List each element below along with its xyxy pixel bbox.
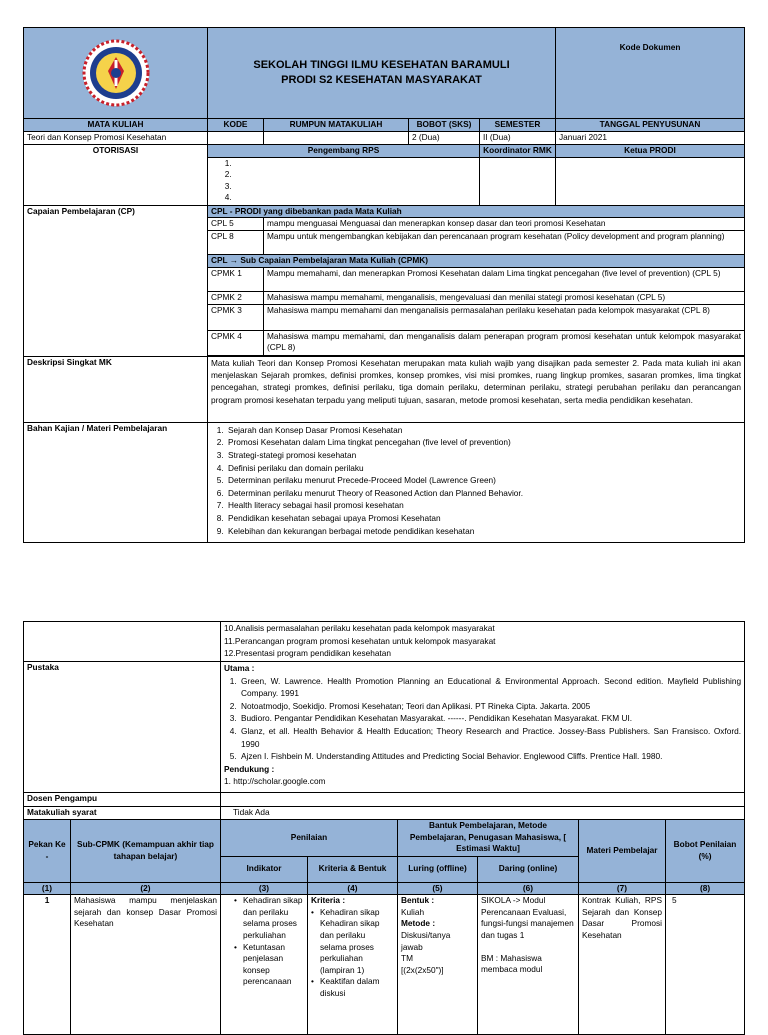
doc-code-cell	[556, 28, 745, 119]
offline-method: Diskusi/tanya jawab	[401, 929, 451, 952]
rps-table-page-2	[23, 621, 745, 1035]
cpl-header: CPL - PRODI yang dibebankan pada Mata Kuliah	[208, 205, 745, 218]
material-item: 2. Promosi Kesehatan dalam Lima tingkat pencegahan (five level of prevention)	[226, 436, 741, 449]
cpmk-code: CPMK 4	[208, 330, 264, 355]
material-item: 12.Presentasi program pendidikan kesehatan	[224, 648, 391, 659]
col-date: TANGGAL PENYUSUNAN	[556, 119, 745, 132]
col-number: (4)	[308, 882, 398, 895]
cpmk-code: CPMK 1	[208, 267, 264, 291]
description-text: Mata kuliah Teori dan Konsep Promosi Kesehatan merupakan mata kuliah wajib yang disajikan pada semester 2. Pada mata kuliah ini akan menjelaskan Sejarah promkes, definisi promkes, konsep promkes, visi misi promkes, ruang lingkup promkes, sasaran promkes, lima tingkat pencegahan, strategi promkes, definisi perilaku, tiga domain perilaku, determinan perilaku, strategi perubahan perilaku dan perancangan program promosi kesehatan terpadu yang meliputi tujuan, sasaran, metode promosi kesehatan, serta media pendidikan kesehatan.	[208, 356, 745, 422]
lecturer-value	[221, 793, 745, 807]
offline-time: [(2x(2x50")]	[401, 964, 444, 975]
cpmk-text: Mahasiswa mampu memahami, menganalisis, mengevaluasi dan menilai stategi promosi kesehatan (CPL 5)	[264, 291, 745, 304]
col-course: MATA KULIAH	[24, 119, 208, 132]
offline-form: Kuliah	[401, 906, 425, 917]
cpl-code: CPL 5	[208, 218, 264, 231]
materials-cont-label	[24, 622, 221, 662]
course-credits: 2 (Dua)	[409, 132, 480, 145]
reference-item: 4. Glanz, et all. Health Behavior & Health Education; Theory Research and Practice. Jossey-Bass Publishers. San Fransisco. Oxford. 1990	[239, 725, 741, 750]
reference-item: 5. Ajzen I. Fishbein M. Understanding Attitudes and Predicting Social Behavior. Englewood Cliffs. Prentice Hall. 1980.	[239, 750, 741, 763]
references-label: Pustaka	[24, 662, 221, 793]
developer-list	[228, 158, 476, 204]
indicator-cell	[221, 895, 308, 1035]
reference-item: 2. Notoatmodjo, Soekidjo. Promosi Kesehatan; Teori dan Aplikasi. PT Rineka Cipta. Jakarta. 2005	[239, 700, 741, 713]
developer-header: Pengembang RPS	[208, 144, 480, 157]
online-activity: SIKOLA -> Modul Perencanaan Evaluasi, fungsi-fungsi manajemen dan tugas 1	[481, 895, 574, 940]
indicator-item: • Ketuntasan penjelasan konsep perencanaan	[243, 942, 304, 988]
col-assessment: Penilaian	[221, 819, 398, 856]
col-number: (2)	[71, 882, 221, 895]
materials-label: Bahan Kajian / Materi Pembelajaran	[24, 422, 208, 542]
prerequisite-value: Tidak Ada	[221, 807, 745, 820]
materials-list	[211, 424, 741, 537]
head-signature	[556, 157, 745, 205]
offline-form-label: Bentuk :	[401, 895, 435, 906]
reference-item: 1. Green, W. Lawrence. Health Promotion Planning an Educational & Environmental Approach. Second edition. Mayfield Publishing Company. 1991	[239, 675, 741, 700]
doc-code-label: Kode Dokumen	[619, 42, 681, 52]
online-bm: BM : Mahasiswa membaca modul	[481, 952, 543, 975]
cp-label: Capaian Pembelajaran (CP)	[24, 205, 208, 356]
material-item: 6. Determinan perilaku menurut Theory of Reasoned Action dan Planned Behavior.	[226, 487, 741, 500]
material-text: Kontrak Kuliah, RPS Sejarah dan Konsep Dasar Promosi Kesehatan	[579, 895, 666, 1035]
col-semester: SEMESTER	[480, 119, 556, 132]
col-weight: Bobot Penilaian (%)	[666, 819, 745, 882]
col-week: Pekan Ke -	[24, 819, 71, 882]
col-cluster: RUMPUN MATAKULIAH	[264, 119, 409, 132]
criteria-list	[311, 907, 394, 1000]
developer-item	[234, 169, 476, 181]
head-header: Ketua PRODI	[556, 144, 745, 157]
criteria-cell	[308, 895, 398, 1035]
cpl-code: CPL 8	[208, 230, 264, 254]
indicator-item: • Kehadiran sikap dan perilaku selama proses perkuliahan	[243, 895, 304, 941]
col-number: (6)	[478, 882, 579, 895]
col-number: (5)	[398, 882, 478, 895]
developer-item	[234, 158, 476, 170]
criteria-label: Kriteria :	[311, 895, 346, 906]
references-support-label: Pendukung :	[224, 763, 275, 774]
offline-tm: TM	[401, 953, 413, 964]
references-list	[224, 675, 741, 763]
cpmk-code: CPMK 2	[208, 291, 264, 304]
rps-table-page-1	[23, 27, 745, 543]
material-item: 1. Sejarah dan Konsep Dasar Promosi Kesehatan	[226, 424, 741, 437]
material-item: 7. Health literacy sebagai hasil promosi kesehatan	[226, 499, 741, 512]
course-date: Januari 2021	[556, 132, 745, 145]
lecturer-label: Dosen Pengampu	[24, 793, 221, 807]
cpl-text: mampu menguasai Menguasai dan menerapkan konsep dasar dan teori promosi Kesehatan	[264, 218, 745, 231]
col-criteria: Kriteria & Bentuk	[308, 856, 398, 882]
col-code: KODE	[208, 119, 264, 132]
coordinator-header: Koordinator RMK	[480, 144, 556, 157]
col-credits: BOBOT (SKS)	[409, 119, 480, 132]
col-indicator: Indikator	[221, 856, 308, 882]
references-cell	[221, 662, 745, 793]
cpmk-text: Mahasiswa mampu memahami dan menganalisis permasalahan perilaku kesehatan pada kelompok masyarakat (CPL 8)	[264, 304, 745, 330]
col-number: (1)	[24, 882, 71, 895]
coordinator-signature	[480, 157, 556, 205]
material-item: 4. Definisi perilaku dan domain perilaku	[226, 462, 741, 475]
material-item: 5. Determinan perilaku menurut Precede-Proceed Model (Lawrence Green)	[226, 474, 741, 487]
criteria-item: • Keaktifan dalam diskusi	[320, 976, 394, 999]
col-form: Bantuk Pembelajaran, Metode Pembelajaran, Penugasan Mahasiswa, [ Estimasi Waktu]	[398, 819, 579, 856]
col-material: Materi Pembelajar	[579, 819, 666, 882]
online-cell	[478, 895, 579, 1035]
references-main-label: Utama :	[224, 663, 255, 673]
developer-list-cell	[208, 157, 480, 205]
developer-item	[234, 192, 476, 204]
logo-cell	[24, 28, 208, 119]
course-semester: II (Dua)	[480, 132, 556, 145]
cpmk-code: CPMK 3	[208, 304, 264, 330]
material-item: 8. Pendidikan kesehatan sebagai upaya Promosi Kesehatan	[226, 512, 741, 525]
material-item: 9. Kelebihan dan kekurangan berbagai metode pendidikan kesehatan	[226, 525, 741, 538]
offline-cell	[398, 895, 478, 1035]
materials-cont-cell	[221, 622, 745, 662]
developer-item	[234, 181, 476, 193]
cpmk-text: Mahasiswa mampu memahami, dan menganalisis dalam penerapan program promosi kesehatan untuk kelompok masyarakat (CPL 8)	[264, 330, 745, 355]
material-item: 3. Strategi-stategi promosi kesehatan	[226, 449, 741, 462]
material-item: 11.Perancangan program promosi kesehatan untuk kelompok masyarakat	[224, 635, 496, 646]
references-support: 1. http://scholar.google.com	[224, 776, 326, 787]
col-number: (8)	[666, 882, 745, 895]
institution-name: SEKOLAH TINGGI ILMU KESEHATAN BARAMULI	[253, 59, 510, 71]
week-number: 1	[24, 895, 71, 1035]
institution-header	[208, 28, 556, 119]
cpmk-header: CPL → Sub Capaian Pembelajaran Mata Kuliah (CPMK)	[208, 254, 745, 267]
indicator-list	[233, 895, 304, 988]
course-code	[208, 132, 264, 145]
description-label: Deskripsi Singkat MK	[24, 356, 208, 422]
cpl-text: Mampu untuk mengembangkan kebijakan dan perencanaan program kesehatan (Policy development and program planning)	[264, 230, 745, 254]
col-online: Daring (online)	[478, 856, 579, 882]
program-name: PRODI S2 KESEHATAN MASYARAKAT	[281, 74, 482, 86]
col-subcpmk: Sub-CPMK (Kemampuan akhir tiap tahapan belajar)	[71, 819, 221, 882]
col-number: (7)	[579, 882, 666, 895]
criteria-item: • Kehadiran sikap Kehadiran sikap dan perilaku selama proses perkuliahan (lampiran 1)	[320, 907, 394, 977]
subcpmk-text: Mahasiswa mampu menjelaskan sejarah dan konsep Dasar Promosi Kesehatan	[71, 895, 221, 1035]
reference-item: 3. Budioro. Pengantar Pendidikan Kesehatan Masyarakat. ------. Pendidikan Kesehatan Masyarakat. FKM UI.	[239, 712, 741, 725]
col-number: (3)	[221, 882, 308, 895]
weight-value: 5	[666, 895, 745, 1035]
materials-cell	[208, 422, 745, 542]
material-item: 10.Analisis permasalahan perilaku kesehatan pada kelompok masyarakat	[224, 623, 495, 633]
offline-method-label: Metode :	[401, 918, 436, 929]
institution-logo-icon	[81, 38, 151, 108]
course-name: Teori dan Konsep Promosi Kesehatan	[24, 132, 208, 145]
authorization-label: OTORISASI	[24, 144, 208, 205]
cpmk-text: Mampu memahami, dan menerapkan Promosi Kesehatan dalam Lima tingkat pencegahan (five level of prevention) (CPL 5)	[264, 267, 745, 291]
col-offline: Luring (offline)	[398, 856, 478, 882]
course-cluster	[264, 132, 409, 145]
prerequisite-label: Matakuliah syarat	[24, 807, 221, 820]
